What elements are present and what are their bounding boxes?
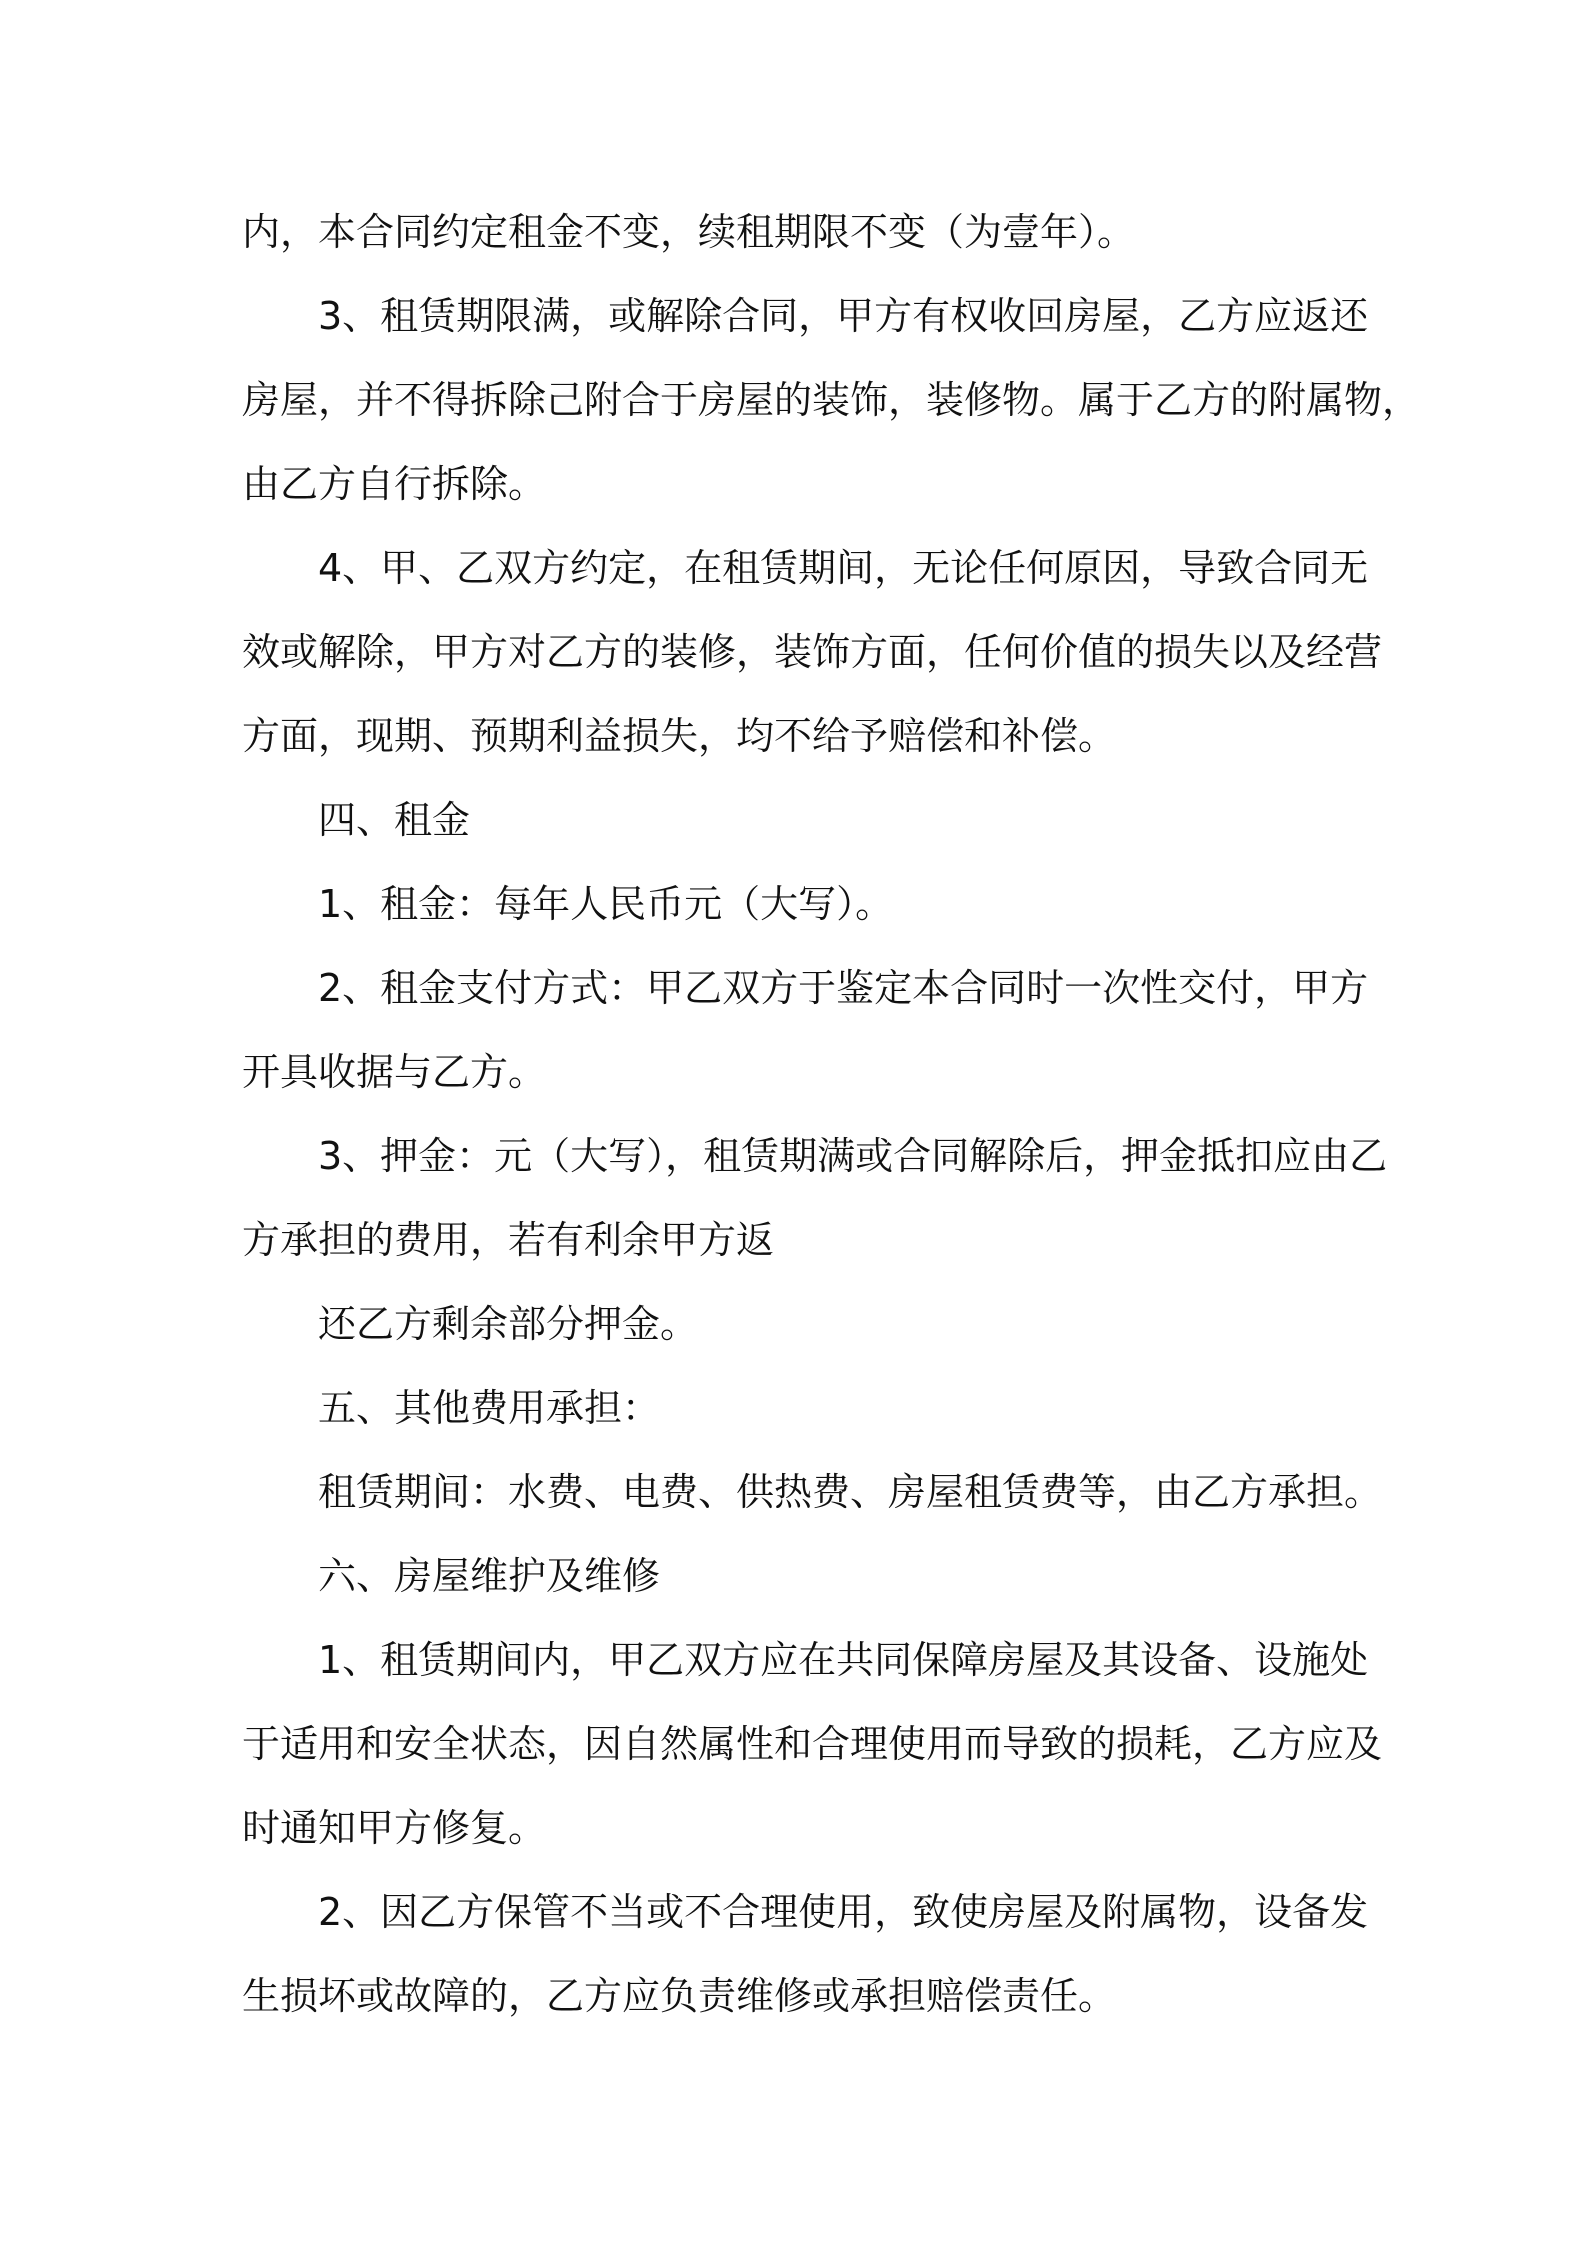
text-line: 方承担的费用，若有利余甲方返 [242,1218,775,1262]
text-line: 于适用和安全状态，因自然属性和合理使用而导致的损耗，乙方应及 [242,1722,1383,1766]
text-line: 还乙方剩余部分押金。 [318,1302,699,1346]
section-heading: 四、租金 [318,798,471,842]
section-heading: 六、房屋维护及维修 [318,1554,661,1598]
text-line: 4、甲、乙双方约定，在租赁期间，无论任何原因，导致合同无 [318,546,1369,590]
text-line: 2、租金支付方式：甲乙双方于鉴定本合同时一次性交付，甲方 [318,966,1369,1010]
text-line: 时通知甲方修复。 [242,1806,547,1850]
text-line: 3、租赁期限满，或解除合同，甲方有权收回房屋，乙方应返还 [318,294,1369,338]
text-line: 1、租金：每年人民币元（大写）。 [318,882,894,926]
text-line: 3、押金：元（大写），租赁期满或合同解除后，押金抵扣应由乙 [318,1134,1388,1178]
text-line: 开具收据与乙方。 [242,1050,547,1094]
text-line: 1、租赁期间内，甲乙双方应在共同保障房屋及其设备、设施处 [318,1638,1369,1682]
text-line: 房屋，并不得拆除己附合于房屋的装饰，装修物。属于乙方的附属物， [242,378,1421,422]
text-line: 由乙方自行拆除。 [242,462,547,506]
text-line: 生损坏或故障的，乙方应负责维修或承担赔偿责任。 [242,1974,1117,2018]
text-line: 2、因乙方保管不当或不合理使用，致使房屋及附属物，设备发 [318,1890,1369,1934]
text-line: 效或解除，甲方对乙方的装修，装饰方面，任何价值的损失以及经营 [242,630,1383,674]
text-line: 租赁期间：水费、电费、供热费、房屋租赁费等，由乙方承担。 [318,1470,1383,1514]
text-line: 内，本合同约定租金不变，续租期限不变（为壹年）。 [242,210,1136,254]
section-heading: 五、其他费用承担： [318,1386,661,1430]
text-line: 方面，现期、预期利益损失，均不给予赔偿和补偿。 [242,714,1117,758]
